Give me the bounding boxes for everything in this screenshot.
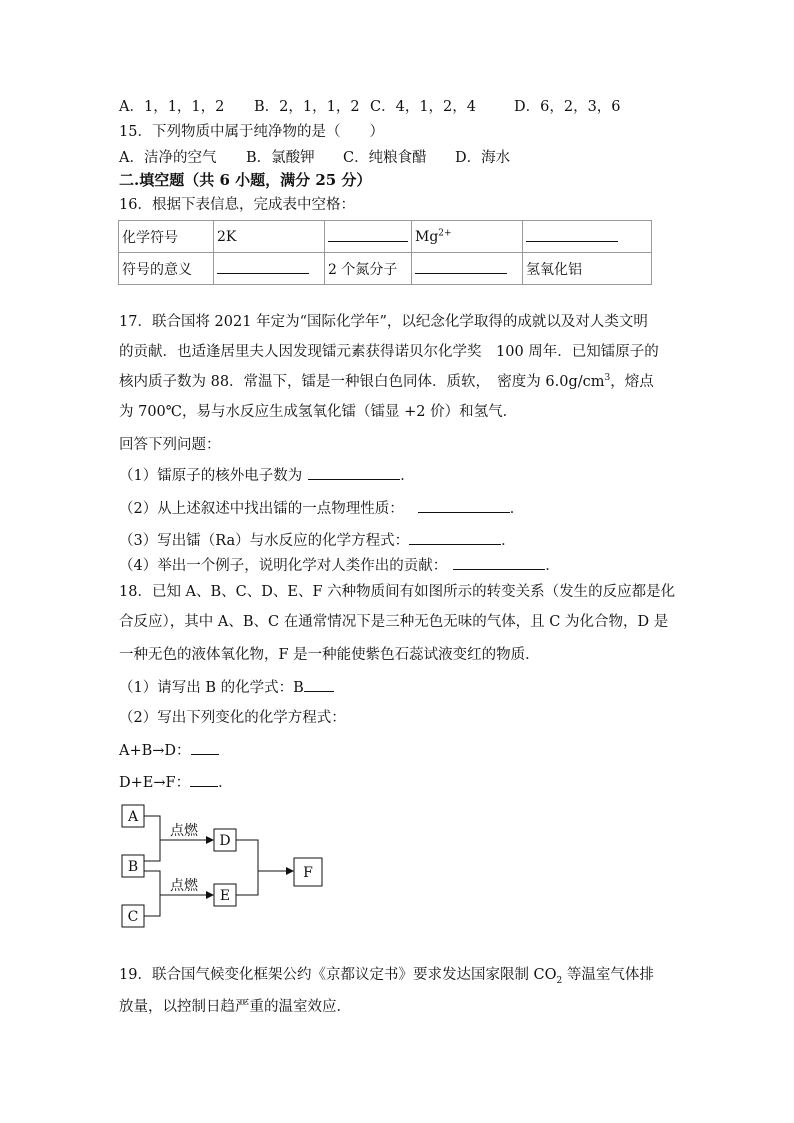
cell-blank bbox=[523, 221, 652, 253]
cell-2k: 2K bbox=[214, 221, 325, 253]
q17-sub-3-text: （3）写出镭（Ra）与水反应的化学方程式： bbox=[119, 533, 410, 549]
answer-blank[interactable] bbox=[308, 465, 400, 480]
co2-subscript: 2 bbox=[556, 975, 563, 986]
answer-blank[interactable] bbox=[304, 677, 334, 692]
period: ． bbox=[400, 468, 415, 484]
q17-line-1: 17．联合国将 2021 年定为“国际化学年”，以纪念化学取得的成就以及对人类文明 bbox=[119, 314, 648, 330]
q19-line-1 bbox=[119, 965, 654, 985]
q14-option-a: A．1，1，1，2 bbox=[119, 99, 225, 115]
label-a: A bbox=[127, 809, 139, 825]
table-row bbox=[119, 253, 652, 285]
table-row bbox=[119, 221, 652, 253]
label-d: D bbox=[219, 833, 231, 849]
q19-line-2: 放量，以控制日趋严重的温室效应． bbox=[119, 999, 351, 1015]
cell-n2: 2 个氮分子 bbox=[325, 253, 412, 285]
q17-line-3-tail: ，熔点 bbox=[610, 374, 654, 390]
q17-sub-4 bbox=[119, 555, 560, 576]
q16-table bbox=[118, 220, 652, 285]
mg-symbol: Mg bbox=[415, 228, 439, 245]
q16-stem: 16．根据下表信息，完成表中空格： bbox=[119, 197, 355, 213]
reaction-diagram bbox=[110, 795, 340, 940]
q17-sub-2 bbox=[119, 498, 524, 519]
q18-eq-1-text: A+B→D： bbox=[119, 743, 191, 759]
cell-aloh: 氢氧化铝 bbox=[523, 253, 652, 285]
label-f: F bbox=[303, 865, 313, 881]
q15-option-c: C．纯粮食醋 bbox=[343, 150, 427, 166]
q15-option-a: A．洁净的空气 bbox=[119, 150, 217, 166]
answer-blank[interactable] bbox=[191, 740, 219, 755]
ignite-label-2: 点燃 bbox=[170, 878, 198, 894]
q17-sub-4-text: （4）举出一个例子，说明化学对人类作出的贡献： bbox=[119, 558, 448, 574]
q14-option-b: B．2，1，1，2 bbox=[254, 99, 360, 115]
answer-blank[interactable] bbox=[409, 530, 501, 545]
q17-sub-3 bbox=[119, 530, 516, 551]
q17-sub-1 bbox=[119, 465, 415, 486]
row-header-meaning: 符号的意义 bbox=[119, 253, 214, 285]
q18-line-2: 合反应），其中 A、B、C 在通常情况下是三种无色无味的气体，且 C 为化合物，D 是 bbox=[119, 614, 669, 630]
answer-blank[interactable] bbox=[453, 555, 545, 570]
q19-line-1-text: 19．联合国气候变化框架公约《京都议定书》要求发达国家限制 CO bbox=[119, 967, 557, 983]
q17-line-3 bbox=[119, 372, 654, 392]
period: ． bbox=[545, 558, 560, 574]
q18-sub-1-text: （1）请写出 B 的化学式：B bbox=[119, 680, 304, 696]
q18-sub-2: （2）写出下列变化的化学方程式： bbox=[119, 710, 346, 726]
q14-option-d: D．6，2，3，6 bbox=[514, 99, 621, 115]
q19-line-1-tail: 等温室气体排 bbox=[562, 967, 654, 983]
cell-mg bbox=[412, 221, 523, 253]
section-title: 二.填空题（共 6 小题，满分 25 分） bbox=[119, 171, 372, 189]
q17-line-3-text: 核内质子数为 88．常温下，镭是一种银白色同体．质软， 密度为 6.0g/cm bbox=[119, 374, 605, 390]
q18-line-1: 18．已知 A、B、C、D、E、F 六种物质间有如图所示的转变关系（发生的反应都是化 bbox=[119, 584, 676, 600]
q17-line-2: 的贡献．也适逢居里夫人因发现镭元素获得诺贝尔化学奖 100 周年．已知镭原子的 bbox=[119, 344, 659, 360]
q15-option-b: B．氯酸钾 bbox=[246, 150, 315, 166]
q17-line-4: 为 700℃，易与水反应生成氢氧化镭（镭显 +2 价）和氢气． bbox=[119, 404, 518, 420]
period: ． bbox=[218, 775, 233, 791]
label-b: B bbox=[127, 859, 139, 875]
period: ． bbox=[501, 533, 516, 549]
mg-charge: 2+ bbox=[438, 227, 452, 238]
q14-option-c: C．4，1，2，4 bbox=[370, 99, 476, 115]
cell-blank bbox=[325, 221, 412, 253]
q18-eq-2-text: D+E→F： bbox=[119, 775, 191, 791]
q17-sub-1-text: （1）镭原子的核外电子数为 bbox=[119, 468, 303, 484]
q15-option-d: D．海水 bbox=[455, 150, 511, 166]
bracket-bc bbox=[144, 871, 160, 916]
answer-blank[interactable] bbox=[526, 227, 618, 242]
answer-blank[interactable] bbox=[217, 259, 309, 274]
bracket-de bbox=[236, 840, 258, 895]
label-c: C bbox=[127, 909, 139, 925]
q17-prompt: 回答下列问题： bbox=[119, 437, 221, 453]
q15-stem: 15．下列物质中属于纯净物的是（ ） bbox=[119, 124, 384, 140]
ignite-label-1: 点燃 bbox=[170, 823, 198, 839]
q18-eq-2 bbox=[119, 772, 233, 793]
period: ． bbox=[509, 501, 525, 517]
q17-density-exponent: 3 bbox=[604, 373, 611, 384]
answer-blank[interactable] bbox=[418, 498, 510, 513]
answer-blank[interactable] bbox=[415, 259, 507, 274]
q18-eq-1 bbox=[119, 740, 219, 761]
row-header-symbol: 化学符号 bbox=[119, 221, 214, 253]
q18-line-3: 一种无色的液体氧化物，F 是一种能使紫色石蕊试液变红的物质． bbox=[119, 647, 540, 663]
bracket-ab bbox=[144, 816, 160, 861]
cell-blank bbox=[412, 253, 523, 285]
answer-blank[interactable] bbox=[190, 772, 218, 787]
label-e: E bbox=[219, 888, 231, 904]
q17-sub-2-text: （2）从上述叙述中找出镭的一点物理性质： bbox=[119, 501, 404, 517]
q18-sub-1 bbox=[119, 677, 334, 698]
answer-blank[interactable] bbox=[328, 227, 408, 242]
cell-blank bbox=[214, 253, 325, 285]
